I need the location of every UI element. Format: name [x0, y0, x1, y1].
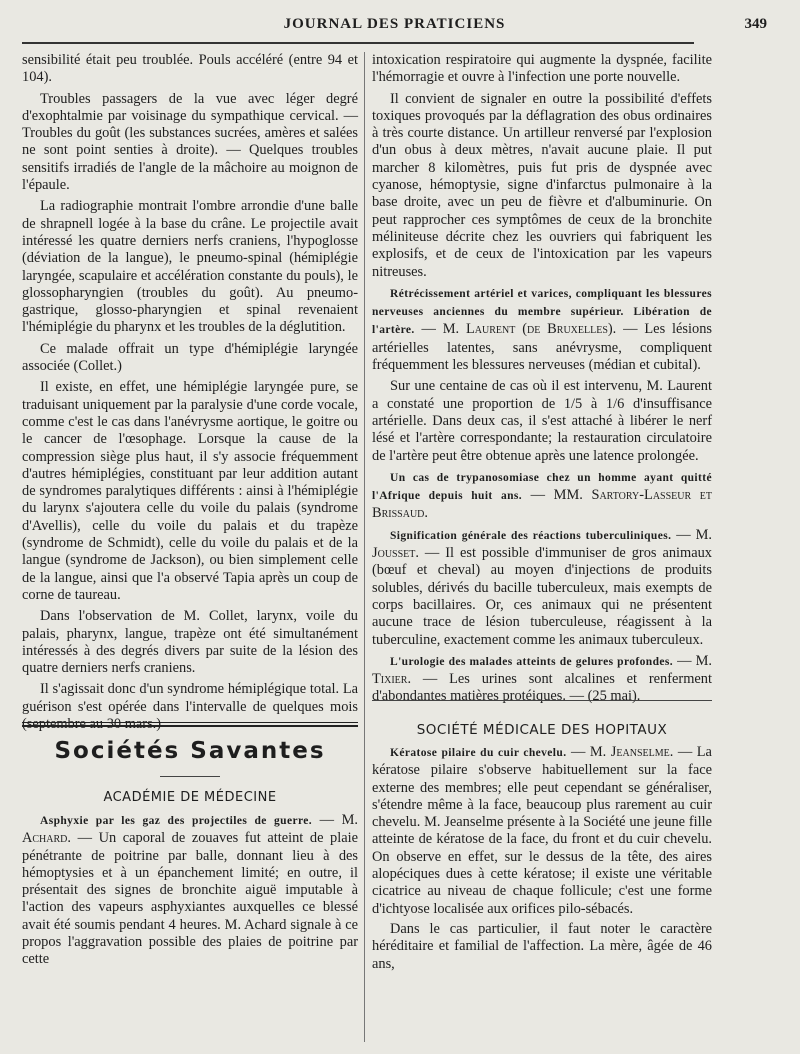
right-column-rule	[372, 700, 712, 701]
keratose-article: Kératose pilaire du cuir chevelu. — M. Jeanselme. — La kératose pilaire s'observe habituellement sur la face externe des membres; elle peut cependant se généraliser, s'étendre même à la face, beaucoup plus rarement au cuir chevelu. M. Jeanselme présente à la Société une jeune fille atteinte de kératose de la face, du front et du cuir chevelu. On observe en effet, sur le dessus de la tête, des aires alopéciques dues à cette kératose; il existe une véritable cicatrice au niveau de chaque follicule; c'est une forme d'ichtyose localisée aux orifices pilo-sébacés. Dans le cas particulier, il faut noter le caractère héréditaire et familial de l'affection. La mère, âgée de 46 ans,	[372, 744, 712, 972]
retrecissement-article: Rétrécissement artériel et varices, compliquant les blessures nerveuses anciennes du membre supérieur. Libération de l'artère. — M. Laurent (de Bruxelles). — Les lésions artérielles latentes, sans anévrysme, compliquent fréquemment les blessures nerveuses (médian et cubital).	[372, 287, 712, 374]
societes-savantes-title: Sociétés Savantes	[54, 738, 326, 764]
asphyxie-article: Asphyxie par les gaz des projectiles de guerre. — M. Achard. — Un caporal de zouaves fut atteint de plaie pénétrante de poitrine par balle, donnant lieu à des hémoptysies et à un épanchement limité; en outre, il présentait des signes de bronchite aiguë imputable à l'action des vapeurs asphyxiantes auxquelles ce blessé avait été soumis pendant 4 heures. M. Achard signale à ce propos l'aggravation possible des plaies de poitrine par cette	[22, 812, 358, 968]
paragraph: Il existe, en effet, une hémiplégie laryngée pure, se traduisant uniquement par la paralysie d'une corde vocale, comme c'est le cas dans l'anévrysme aortique, le goitre ou le cancer de l'œsophage. Lorsque la cause de la compression siège plus haut, il s'y associe fréquemment d'autres hémiplégies, constituant par leur addition autant de syndromes paralytiques différents : ainsi à l'hémiplégie du larynx s'ajoutera celle du voile du palais (syndrome d'Avellis), celle du voile du palais et du trapèze (syndrome de Schmidt), celle du voile du palais et de la langue (syndrome de Jackson), ou bien simplement celle de la langue, ainsi que l'a observé Tapia après un coup de corne de taureau.	[22, 379, 358, 603]
signification-article: Signification générale des réactions tuberculiniques. — M. Jousset. — Il est possible d'immuniser de gros animaux (bœuf et cheval) au moyen d'injections de produits solubles, dérivés du bacille tuberculeux, mais exempts de corps bacillaires. Or, ces animaux qui ne présentent aucune trace de lésion tuberculeuse, réagissent à la tuberculine, exactement comme les animaux tuberculeux.	[372, 526, 712, 648]
journal-title: JOURNAL DES PRATICIENS	[283, 16, 506, 32]
article-text: Il est possible d'immuniser de gros animaux (bœuf et cheval) au moyen d'injections de produits solubles, dérivés du bacille tuberculeux, mais exempts de corps bacillaires. Or, ces animaux qui ne présentent aucune trace de lésion tuberculeuse, réagissent à la tuberculine, exactement comme les animaux tuberculeux.	[372, 545, 712, 648]
paragraph: intoxication respiratoire qui augmente la dyspnée, facilite l'hémorragie et ouvre à l'infection une porte nouvelle.	[372, 52, 712, 86]
paragraph: Ce malade offrait un type d'hémiplégie laryngée associée (Collet.)	[22, 340, 358, 375]
hopitaux-heading: SOCIÉTÉ MÉDICALE DES HOPITAUX	[416, 722, 668, 738]
article-date: (25 mai).	[587, 688, 641, 705]
article-heading: Un cas de trypanosomiase chez un homme ayant quitté l'Afrique depuis huit ans.	[372, 471, 712, 503]
column-divider	[364, 52, 365, 1042]
paragraph: Sur une centaine de cas où il est intervenu, M. Laurent a constaté une proportion de 1/5 à 1/6 d'insuffisance artérielle. Dans deux cas, il s'est attaché à libérer le nerf lésé et l'artère correspondante; la restauration circulatoire de l'artère peut être obtenue après une latence prolongée.	[372, 378, 712, 464]
left-column	[22, 52, 358, 733]
page-number: 349	[744, 16, 767, 32]
paragraph: Dans l'observation de M. Collet, larynx, voile du palais, pharynx, langue, trapèze ont été simultanément intéressés à des degrés divers par suite de la lésion des quatre derniers nerfs craniens.	[22, 608, 358, 677]
trypanosomiase-article: Un cas de trypanosomiase chez un homme ayant quitté l'Afrique depuis huit ans. — MM. Sartory-Lasseur et Brissaud.	[372, 471, 712, 522]
section-rule-top	[22, 722, 358, 723]
article-heading: Signification générale des réactions tuberculiniques.	[390, 529, 672, 542]
paragraph: sensibilité était peu troublée. Pouls accéléré (entre 94 et 104).	[22, 52, 358, 86]
header-rule	[22, 42, 694, 44]
article-author: M. Jousset.	[372, 526, 712, 562]
article-text: La kératose pilaire s'observe habituellement sur la face externe des membres; elle peut cependant se généraliser, s'étendre même à la face, beaucoup plus rarement au cuir chevelu. M. Jeanselme présente à la Société une jeune fille atteinte de kératose de la face, du front et du cuir chevelu. On observe en effet, sur le dessus de la tête, des aires alopéciques dues à cette kératose; il existe une véritable cicatrice au niveau de chaque follicule; c'est une forme d'ichtyose localisée aux orifices pilo-sébacés.	[372, 744, 712, 917]
academie-heading: ACADÉMIE DE MÉDECINE	[103, 790, 277, 805]
page-header	[22, 14, 767, 36]
article-heading: Rétrécissement artériel et varices, compliquant les blessures nerveuses anciennes du membre supérieur. Libération de l'artère.	[372, 287, 712, 337]
paragraph: Il convient de signaler en outre la possibilité d'effets toxiques provoqués par la déflagration des obus ordinaires à très courte distance. Un artilleur renversé par l'explosion d'un obus à deux mètres, n'avait aucune plaie. Il put marcher 8 kilomètres, puis fut pris de dyspnée avec cyanose, hémoptysie, signe d'infarctus pulmonaire à la base droite, avec un peu de fièvre et d'albuminurie. On peut rapprocher ces symptômes de ceux de la bronchite méliniteuse décrite chez les ouvriers qui fabriquent les explosifs, et de ceux de l'intoxication par les vapeurs nitreuses.	[372, 90, 712, 280]
paragraph: Il s'agissait donc d'un syndrome hémiplégique total. La guérison s'est opérée dans l'intervalle de quelques mois (septembre au 30 mars.)	[22, 681, 358, 732]
urologie-article: L'urologie des malades atteints de gelures profondes. — M. Tixier. — Les urines sont alcalines et renferment d'abondantes matières protéiques. — (25 mai).	[372, 652, 712, 705]
paragraph: Troubles passagers de la vue avec léger degré d'exophtalmie par voisinage du sympathique cervical. — Troubles du goût (les substances sucrées, amères et salées ne sont point senties à droite). — Quelques troubles sensitifs irradiés de l'angle de la mâchoire au moignon de l'épaule.	[22, 90, 358, 194]
title-underline	[160, 776, 220, 777]
article-author: M. Jeanselme.	[589, 744, 674, 760]
article-heading: L'urologie des malades atteints de gelures profondes.	[390, 655, 674, 668]
paragraph: Dans le cas particulier, il faut noter le caractère héréditaire et familial de l'affection. La mère, âgée de 46 ans,	[372, 920, 712, 972]
article-author: M. Laurent (de Bruxelles).	[442, 321, 617, 338]
article-author: M. Achard.	[22, 812, 358, 847]
article-author: M. Tixier.	[372, 652, 712, 688]
article-text: Les urines sont alcalines et renferment d'abondantes matières protéiques.	[372, 671, 712, 705]
article-text: Les lésions artérielles latentes, sans anévrysme, compliquent fréquemment les blessures nerveuses (médian et cubital).	[372, 321, 712, 374]
right-column	[372, 52, 712, 706]
paragraph: La radiographie montrait l'ombre arrondie d'une balle de shrapnell logée à la base du crâne. Le projectile avait intéressé les quatre derniers nerfs craniens, l'hypoglosse (déviation de la langue), le pneumo-spinal (hémiplégie laryngée, scapulaire et accélération constante du pouls), le glossopharyngien (troubles du goût). Au pneumo-gastrique, glosso-pharyngien et spinal revenaient l'hémiplégie du pharynx et les troubles de la déglutition.	[22, 198, 358, 336]
article-author: MM. Sartory-Lasseur et Brissaud.	[372, 487, 712, 522]
article-heading: Kératose pilaire du cuir chevelu.	[390, 747, 567, 759]
article-heading: Asphyxie par les gaz des projectiles de guerre.	[40, 815, 313, 827]
article-text: Un caporal de zouaves fut atteint de plaie pénétrante de poitrine par balle, donnant lieu à des hémoptysies et à un épanchement limité; en outre, il présentait des signes de bronchite aiguë imputable à l'action des vapeurs asphyxiantes auxquelles ce blessé avait été soumis pendant 4 heures. M. Achard signale à ce propos l'aggravation possible des plaies de poitrine par cette	[22, 830, 358, 968]
section-rule-bottom	[22, 725, 358, 727]
